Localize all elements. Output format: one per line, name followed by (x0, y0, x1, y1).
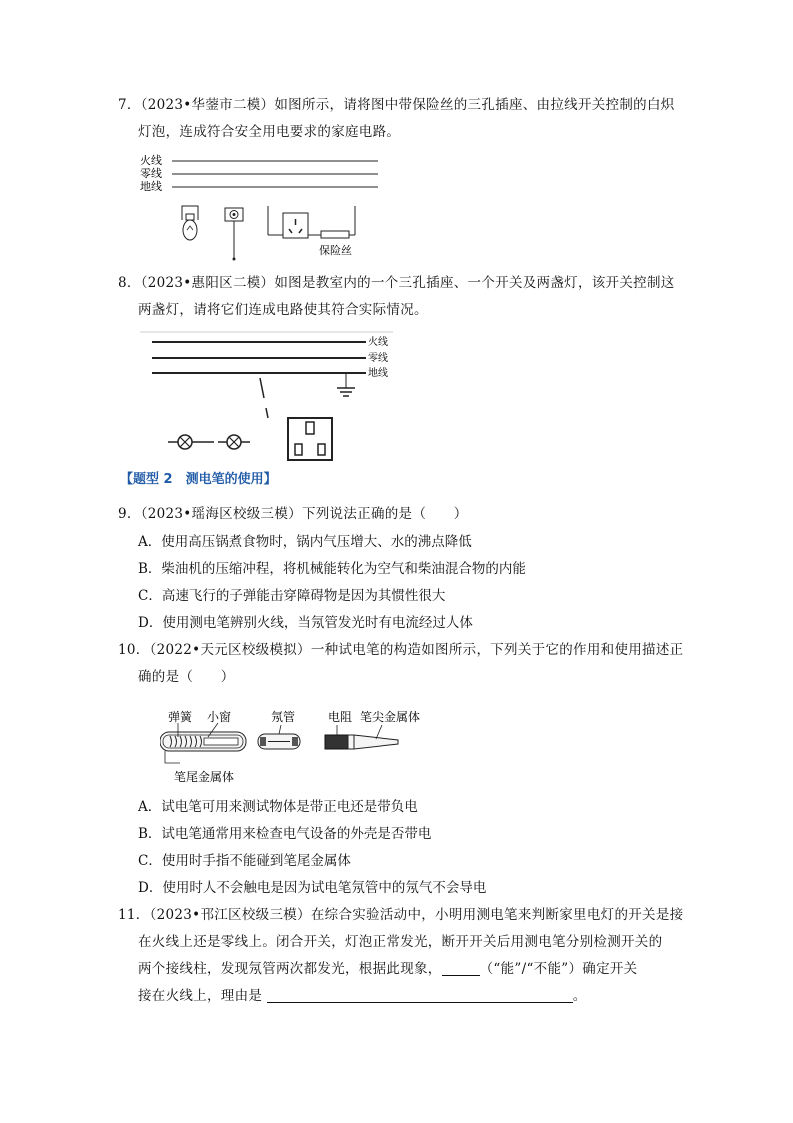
q11-line4-start: 接在火线上，理由是 (138, 988, 263, 1004)
q8-label-neutral: 零线 (368, 353, 388, 364)
q7-line1: 7．（2023•华蓥市二模）如图所示，请将图中带保险丝的三孔插座、由拉线开关控制的白炽 (118, 97, 675, 113)
label-neon: 氖管 (271, 710, 296, 724)
q8-circuit-diagram (140, 328, 395, 463)
q8-label-ground: 地线 (368, 368, 388, 379)
label-window: 小窗 (207, 710, 232, 724)
q10-option-a: A．试电笔可用来测试物体是带正电还是带负电 (138, 799, 418, 815)
pen-body-icon (160, 723, 246, 763)
q10-line2: 确的是（ ） (138, 669, 235, 685)
pull-switch-icon (225, 208, 243, 261)
q10-line1: 10．（2022•天元区校级模拟）一种试电笔的构造如图所示，下列关于它的作用和使用描述正 (118, 642, 684, 658)
q7-label-live: 火线 (140, 154, 162, 167)
q11-answer-blank-2[interactable] (267, 986, 573, 1003)
three-pin-socket-icon (288, 418, 332, 460)
q7-label-ground: 地线 (140, 180, 162, 193)
resistor-icon (325, 735, 348, 749)
q8-line2: 两盏灯，请将它们连成电路使其符合实际情况。 (138, 302, 428, 318)
q9-option-a: A．使用高压锅煮食物时，锅内气压增大、水的沸点降低 (138, 534, 472, 550)
switch-icon (260, 378, 268, 418)
socket-icon (268, 206, 321, 238)
label-spring: 弹簧 (168, 710, 193, 724)
lamp-1-icon (168, 435, 214, 449)
q8-line1: 8．（2023•惠阳区二模）如图是教室内的一个三孔插座、一个开关及两盏灯，该开关控制这 (118, 275, 675, 291)
q7-line2: 灯泡，连成符合安全用电要求的家庭电路。 (138, 124, 401, 140)
label-tip: 笔尖金属体 (360, 710, 421, 724)
question-9 (118, 501, 678, 528)
q11-answer-blank-1[interactable] (442, 959, 480, 976)
lamp-2-icon (218, 435, 250, 449)
bulb-icon (182, 206, 198, 240)
q8-label-live: 火线 (368, 337, 388, 348)
q10-test-pen-diagram (160, 703, 435, 788)
fuse-icon (319, 206, 355, 257)
q9-stem: 9．（2023•瑶海区校级三模）下列说法正确的是（ ） (118, 506, 468, 522)
q10-option-b: B．试电笔通常用来检查电气设备的外壳是否带电 (138, 826, 432, 842)
q9-option-b: B．柴油机的压缩冲程，将机械能转化为空气和柴油混合物的内能 (138, 561, 526, 577)
label-tail: 笔尾金属体 (174, 770, 235, 784)
question-7 (118, 92, 678, 146)
q10-option-d: D．使用时人不会触电是因为试电笔氖管中的氖气不会导电 (138, 880, 487, 896)
q11-line2: 在火线上还是零线上。闭合开关，灯泡正常发光，断开开关后用测电笔分别检测开关的 (138, 934, 663, 950)
neon-tube-icon (258, 725, 300, 749)
q10-option-c: C．使用时手指不能碰到笔尾金属体 (138, 853, 351, 869)
question-8 (118, 270, 678, 324)
ground-symbol-icon (337, 373, 355, 396)
section-title: 【题型 2 测电笔的使用】 (120, 472, 277, 487)
q7-label-fuse: 保险丝 (319, 244, 352, 257)
question-10 (118, 637, 684, 691)
q7-circuit-diagram (138, 150, 388, 268)
q11-line4-end: 。 (572, 988, 587, 1004)
q9-option-c: C．高速飞行的子弹能击穿障碍物是因为其惯性很大 (138, 588, 446, 604)
label-resistor: 电阻 (328, 710, 353, 724)
q11-line3 (118, 956, 678, 983)
question-11 (118, 902, 684, 1010)
q11-line3-end: （“能”/“不能”）确定开关 (479, 961, 638, 977)
q11-line3-start: 两个接线柱，发现氖管两次都发光，根据此现象， (138, 961, 442, 977)
q9-option-d: D．使用测电笔辨别火线，当氖管发光时有电流经过人体 (138, 615, 473, 631)
q7-label-neutral: 零线 (140, 167, 162, 180)
q11-line4 (118, 983, 678, 1010)
pen-tip-icon (348, 725, 398, 749)
q11-line1: 11．（2023•邗江区校级三模）在综合实验活动中，小明用测电笔来判断家里电灯的开关是接 (118, 907, 684, 923)
